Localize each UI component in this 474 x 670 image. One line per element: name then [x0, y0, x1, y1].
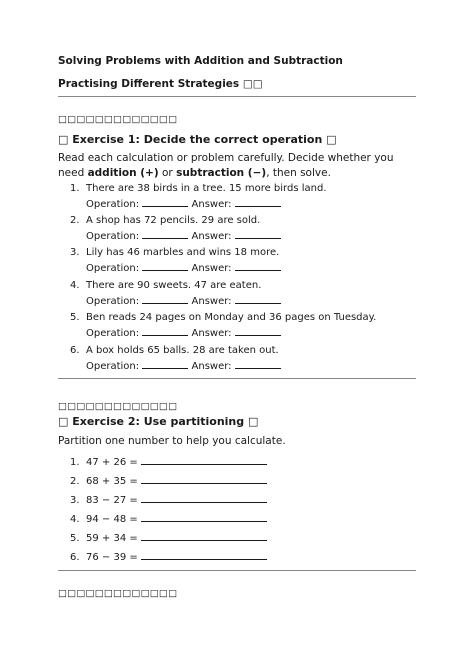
- exercise-2-heading: □ Exercise 2: Use partitioning □: [58, 415, 259, 428]
- divider: [58, 378, 416, 379]
- glyph-box-row: □□□□□□□□□□□□□: [58, 114, 178, 125]
- glyph-box-row: □□□□□□□□□□□□□: [58, 588, 178, 599]
- answer-blank[interactable]: [141, 511, 267, 522]
- worksheet-page: [58, 0, 418, 670]
- sum-number: 5.: [70, 533, 80, 544]
- sum-number: 3.: [70, 495, 80, 506]
- problem-number: 4.: [70, 280, 80, 291]
- problem-number: 3.: [70, 247, 80, 258]
- or-text: or: [158, 167, 177, 179]
- operation-blank[interactable]: [142, 228, 188, 239]
- problem-answer-line: [86, 358, 281, 374]
- operation-label: Operation:: [86, 231, 140, 242]
- partition-item: [70, 454, 267, 470]
- partition-item: [70, 511, 267, 527]
- answer-blank[interactable]: [235, 196, 281, 207]
- partition-item: [70, 549, 267, 565]
- operation-label: Operation:: [86, 328, 140, 339]
- document-title: Solving Problems with Addition and Subtraction: [58, 55, 343, 67]
- answer-label: Answer:: [191, 231, 232, 242]
- answer-blank[interactable]: [141, 549, 267, 560]
- problem-text: A box holds 65 balls. 28 are taken out.: [86, 345, 279, 356]
- operation-label: Operation:: [86, 263, 140, 274]
- exercise-1-heading: □ Exercise 1: Decide the correct operation □: [58, 133, 337, 146]
- answer-blank[interactable]: [141, 492, 267, 503]
- problem-answer-line: [86, 196, 281, 212]
- answer-blank[interactable]: [235, 260, 281, 271]
- instruction-end: , then solve.: [266, 167, 331, 179]
- sum-number: 2.: [70, 476, 80, 487]
- sum-text: 59 + 34 =: [86, 533, 138, 544]
- problem-answer-line: [86, 325, 281, 341]
- document-subtitle: Practising Different Strategies □□: [58, 78, 263, 90]
- sum-text: 68 + 35 =: [86, 476, 138, 487]
- problem-answer-line: [86, 293, 281, 309]
- answer-label: Answer:: [191, 263, 232, 274]
- subtraction-label: subtraction (−): [176, 167, 267, 179]
- operation-blank[interactable]: [142, 293, 188, 304]
- sum-text: 94 − 48 =: [86, 514, 138, 525]
- sum-text: 47 + 26 =: [86, 457, 138, 468]
- operation-label: Operation:: [86, 361, 140, 372]
- operation-label: Operation:: [86, 296, 140, 307]
- problem-text: Lily has 46 marbles and wins 18 more.: [86, 247, 280, 258]
- operation-blank[interactable]: [142, 358, 188, 369]
- instruction-text: Read each calculation or problem carefully. Decide whether you need: [58, 152, 394, 179]
- operation-blank[interactable]: [142, 325, 188, 336]
- problem-number: 6.: [70, 345, 80, 356]
- answer-blank[interactable]: [235, 228, 281, 239]
- partition-item: [70, 530, 267, 546]
- problem-number: 2.: [70, 215, 80, 226]
- sum-number: 1.: [70, 457, 80, 468]
- addition-label: addition (+): [87, 167, 159, 179]
- sum-number: 6.: [70, 552, 80, 563]
- answer-blank[interactable]: [141, 473, 267, 484]
- problem-item: [70, 279, 261, 293]
- problem-text: Ben reads 24 pages on Monday and 36 pages on Tuesday.: [86, 312, 377, 323]
- partition-item: [70, 473, 267, 489]
- answer-label: Answer:: [191, 296, 232, 307]
- answer-blank[interactable]: [141, 530, 267, 541]
- problem-answer-line: [86, 228, 281, 244]
- sum-text: 83 − 27 =: [86, 495, 138, 506]
- divider: [58, 570, 416, 571]
- answer-blank[interactable]: [235, 293, 281, 304]
- divider: [58, 96, 416, 97]
- answer-label: Answer:: [191, 361, 232, 372]
- problem-number: 1.: [70, 183, 80, 194]
- exercise-1-instruction: [58, 151, 416, 181]
- exercise-2-instruction: Partition one number to help you calculate.: [58, 435, 286, 447]
- problem-item: [70, 246, 279, 260]
- glyph-box-row: □□□□□□□□□□□□□: [58, 401, 178, 412]
- problem-item: [70, 214, 260, 228]
- answer-blank[interactable]: [235, 358, 281, 369]
- problem-item: [70, 311, 376, 325]
- problem-item: [70, 182, 327, 196]
- problem-text: There are 90 sweets. 47 are eaten.: [86, 280, 262, 291]
- problem-answer-line: [86, 260, 281, 276]
- problem-text: A shop has 72 pencils. 29 are sold.: [86, 215, 261, 226]
- answer-blank[interactable]: [141, 454, 267, 465]
- sum-text: 76 − 39 =: [86, 552, 138, 563]
- partition-item: [70, 492, 267, 508]
- operation-blank[interactable]: [142, 260, 188, 271]
- problem-item: [70, 344, 279, 358]
- operation-blank[interactable]: [142, 196, 188, 207]
- answer-label: Answer:: [191, 328, 232, 339]
- sum-number: 4.: [70, 514, 80, 525]
- problem-text: There are 38 birds in a tree. 15 more birds land.: [86, 183, 327, 194]
- answer-blank[interactable]: [235, 325, 281, 336]
- answer-label: Answer:: [191, 199, 232, 210]
- operation-label: Operation:: [86, 199, 140, 210]
- problem-number: 5.: [70, 312, 80, 323]
